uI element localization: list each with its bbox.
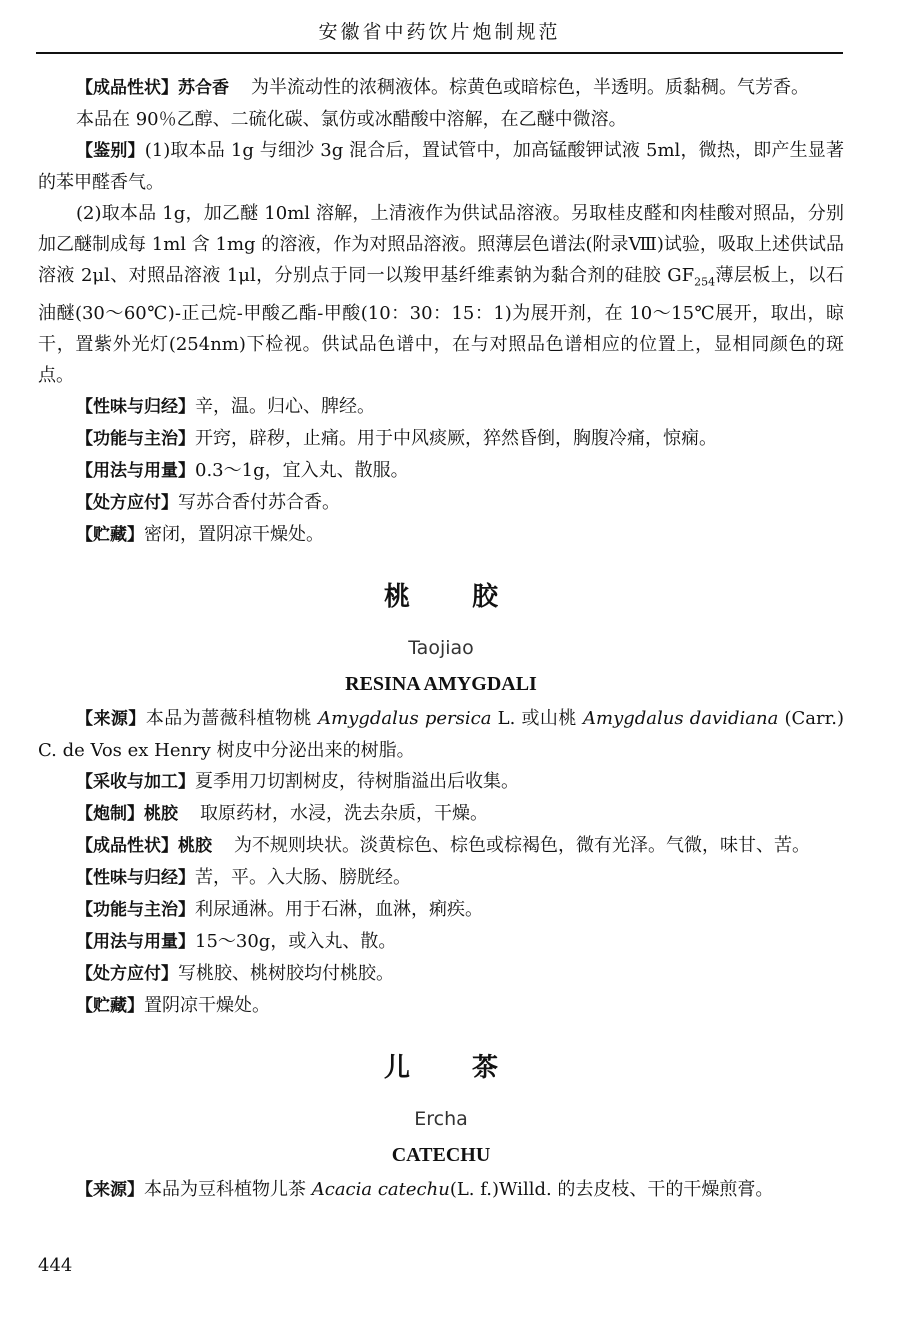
suhexiang-identify-2: (2)取本品 1g，加乙醚 10ml 溶解，上清液作为供试品溶液。另取桂皮醛和肉桂酸对照品，分别加乙醚制成每 1ml 含 1mg 的溶液，作为对照品溶液。照薄层色谱法(附录Ⅷ)试验，吸取上述供试品溶液 2μl、对照品溶液 1μl，分别点于同一以羧甲基纤维素钠为黏合剂的硅胶 $GF_{254}$薄层板上，以石油醚(30～60℃)-正己烷-甲酸乙酯-甲酸(10：30：15：1)为展开剂，在 10～15℃展开，取出，晾干，置紫外光灯(254nm)下检视。供试品色谱中，在与对照品色谱相应的位置上，显相同颜色的斑点。 [38, 203, 844, 386]
suhexiang-identify-1: 【鉴别】(1)取本品 1g 与细沙 3g 混合后，置试管中，加高锰酸钾试液 5ml，微热，即产生显著的苯甲醛香气。 [38, 140, 844, 193]
taojiao-nature: 【性味与归经】苦，平。入大肠、膀胱经。 [76, 866, 411, 888]
ercha-latin-name: CATECHU [391, 1143, 491, 1166]
taojiao-process: 【炮制】桃胶 取原药材，水浸，洗去杂质，干燥。 [76, 802, 488, 824]
header-title: 安徽省中药饮片炮制规范 [318, 21, 561, 43]
taojiao-latin-name: RESINA AMYGDALI [345, 672, 537, 695]
taojiao-properties: 【成品性状】桃胶 为不规则块状。淡黄棕色、棕色或棕褐色，微有光泽。气微，味甘、苦。 [76, 834, 810, 856]
suhexiang-properties: 【成品性状】苏合香 为半流动性的浓稠液体。棕黄色或暗棕色，半透明。质黏稠。气芳香。 [76, 77, 809, 98]
ercha-source: 【来源】本品为豆科植物儿茶 Acacia catechu(L. f.)Willd. 的去皮枝、干的干燥煎膏。 [76, 1178, 774, 1200]
taojiao-source: 【来源】本品为蔷薇科植物桃 Amygdalus persica L. 或山桃 Amygdalus davidiana (Carr.) C. de Vos ex Henry 树皮中分泌出来的树脂。 [38, 707, 844, 761]
taojiao-usage: 【用法与用量】15～30g，或入丸、散。 [76, 930, 397, 952]
taojiao-pinyin: Taojiao [408, 636, 474, 659]
suhexiang-function: 【功能与主治】开窍，辟秽，止痛。用于中风痰厥，猝然昏倒，胸腹冷痛，惊痫。 [76, 427, 717, 449]
suhexiang-prescription: 【处方应付】写苏合香付苏合香。 [76, 491, 340, 513]
ercha-pinyin: Ercha [414, 1107, 468, 1130]
page-content [38, 72, 844, 1206]
suhexiang-usage: 【用法与用量】0.3～1g，宜入丸、散服。 [76, 459, 409, 481]
suhexiang-storage: 【贮藏】密闭，置阴凉干燥处。 [76, 523, 324, 545]
suhexiang-solubility: 本品在 90％乙醇、二硫化碳、氯仿或冰醋酸中溶解，在乙醚中微溶。 [76, 109, 627, 130]
taojiao-title: 桃胶 [383, 581, 560, 612]
taojiao-function: 【功能与主治】利尿通淋。用于石淋，血淋，痢疾。 [76, 898, 483, 920]
taojiao-prescription: 【处方应付】写桃胶、桃树胶均付桃胶。 [76, 962, 394, 984]
page-number: 444 [38, 1255, 73, 1276]
taojiao-harvest: 【采收与加工】夏季用刀切割树皮，待树脂溢出后收集。 [76, 770, 519, 792]
suhexiang-nature: 【性味与归经】辛，温。归心、脾经。 [76, 395, 375, 417]
ercha-title: 儿茶 [383, 1052, 560, 1083]
taojiao-storage: 【贮藏】置阴凉干燥处。 [76, 994, 270, 1016]
running-header [36, 12, 843, 54]
